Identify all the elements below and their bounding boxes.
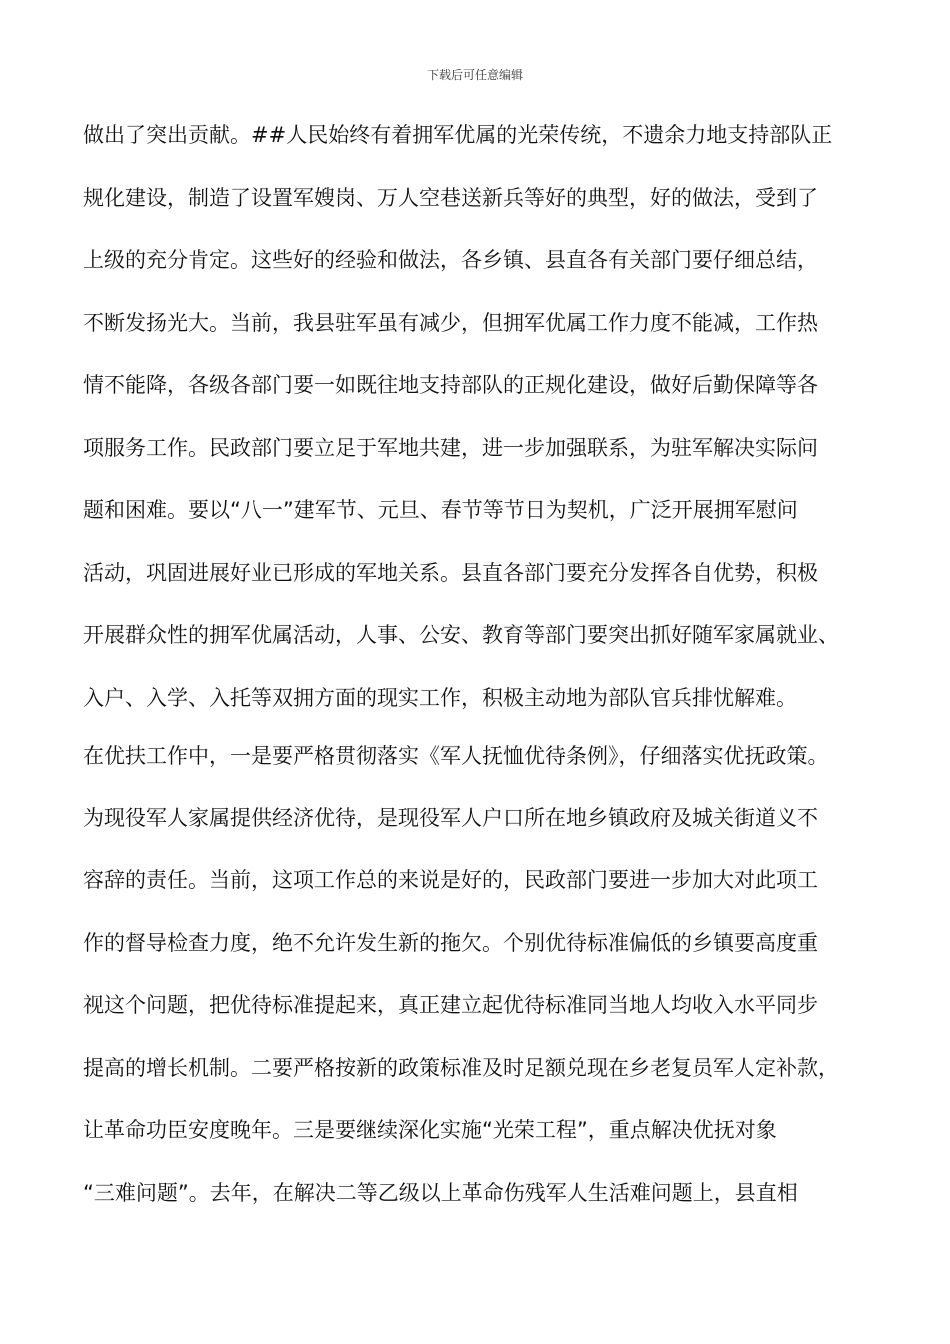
text-line: 让革命功臣安度晚年。三是要继续深化实施“光荣工程”，重点解决优抚对象	[83, 1118, 777, 1142]
text-line: 不断发扬光大。当前，我县驻军虽有减少，但拥军优属工作力度不能减，工作热	[83, 311, 818, 335]
text-line: 作的督导检查力度，绝不允许发生新的拖欠。个别优待标准偏低的乡镇要高度重	[83, 931, 818, 955]
text-line: 情不能降，各级各部门要一如既往地支持部队的正规化建设，做好后勤保障等各	[83, 373, 818, 397]
text-line: 上级的充分肯定。这些好的经验和做法，各乡镇、县直各有关部门要仔细总结，	[83, 248, 818, 272]
text-line: 做出了突出贡献。##人民始终有着拥军优属的光荣传统，不遗余力地支持部队正	[83, 123, 833, 147]
text-line: “三难问题”。去年，在解决二等乙级以上革命伤残军人生活难问题上，县直相	[83, 1181, 798, 1205]
text-line: 提高的增长机制。二要严格按新的政策标准及时足额兑现在乡老复员军人定补款，	[83, 1056, 839, 1080]
text-line: 题和困难。要以“八一”建军节、元旦、春节等节日为契机，广泛开展拥军慰问	[83, 498, 798, 522]
text-line: 在优扶工作中，一是要严格贯彻落实《军人抚恤优待条例》，仔细落实优抚政策。	[83, 744, 829, 768]
text-line: 视这个问题，把优待标准提起来，真正建立起优待标准同当地人均收入水平同步	[83, 993, 818, 1017]
text-line: 入户、入学、入托等双拥方面的现实工作，积极主动地为部队官兵排忧解难。	[83, 686, 797, 710]
text-line: 活动，巩固进展好业已形成的军地关系。县直各部门要充分发挥各自优势，积极	[83, 561, 818, 585]
text-line: 容辞的责任。当前，这项工作总的来说是好的，民政部门要进一步加大对此项工	[83, 868, 818, 892]
text-line: 开展群众性的拥军优属活动，人事、公安、教育等部门要突出抓好随军家属就业、	[83, 623, 839, 647]
text-line: 规化建设，制造了设置军嫂岗、万人空巷送新兵等好的典型，好的做法，受到了	[83, 186, 818, 210]
text-line: 项服务工作。民政部门要立足于军地共建，进一步加强联系，为驻军解决实际问	[83, 436, 818, 460]
page-header: 下载后可任意编辑	[426, 68, 523, 82]
text-line: 为现役军人家属提供经济优待，是现役军人户口所在地乡镇政府及城关街道义不	[83, 806, 818, 830]
